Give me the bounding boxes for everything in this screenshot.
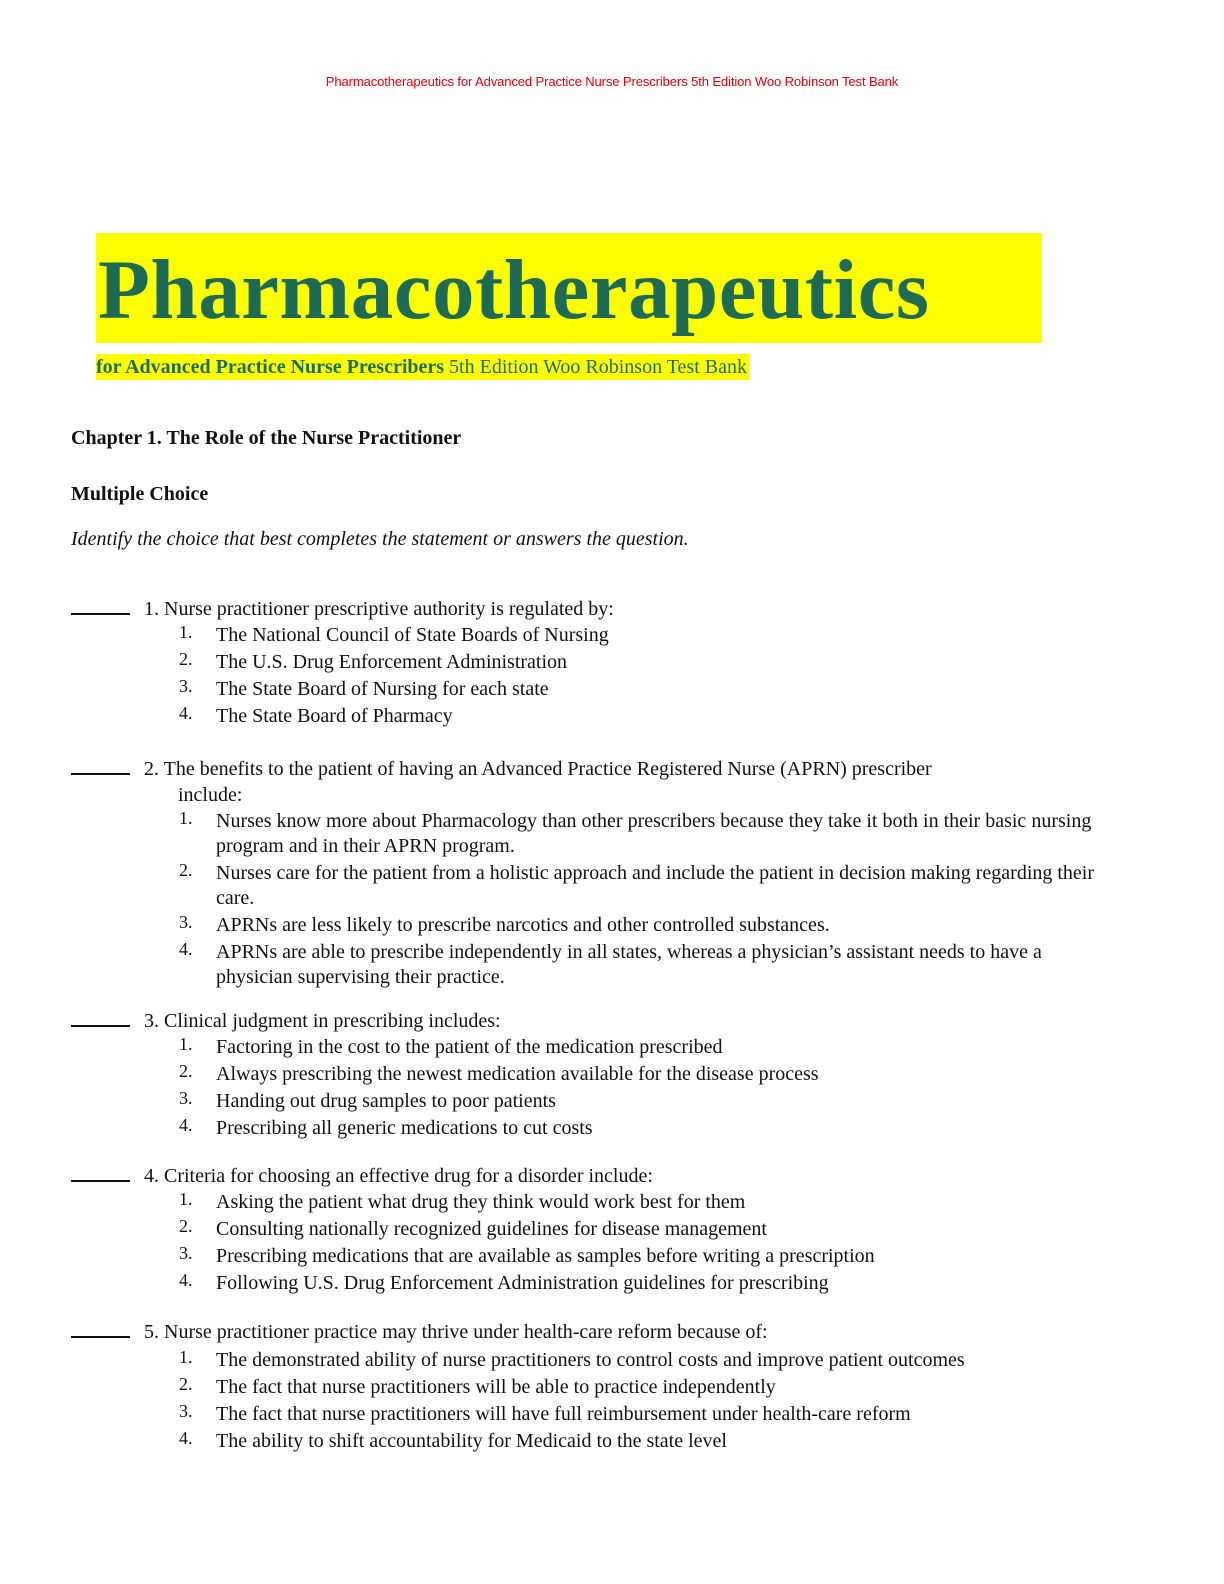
choice-number: 1. (179, 1347, 193, 1367)
choice-number: 1. (179, 1034, 193, 1054)
choice (179, 1402, 1099, 1427)
choice (179, 1190, 1099, 1215)
section-title: Multiple Choice (71, 483, 209, 505)
choice (179, 1271, 1099, 1296)
question-text: The benefits to the patient of having an Advanced Practice Registered Nurse (APRN) prescriber (163, 758, 932, 780)
question-number: 5. (144, 1321, 159, 1343)
question-number: 4. (144, 1165, 159, 1187)
choice-number: 3. (179, 1401, 193, 1421)
choice-number: 3. (179, 912, 193, 932)
choice-number: 3. (179, 1088, 193, 1108)
choice-number: 2. (179, 1374, 193, 1394)
running-header: Pharmacotherapeutics for Advanced Practice Nurse Prescribers 5th Edition Woo Robinson Test Bank (325, 74, 899, 89)
choice-number: 2. (179, 1061, 193, 1081)
choice-number: 1. (179, 1189, 193, 1209)
choice (179, 1217, 1099, 1242)
choice (179, 1348, 1099, 1373)
choice-text: The National Council of State Boards of Nursing (216, 624, 609, 646)
document-title: Pharmacotherapeutics (98, 243, 930, 337)
choice-text: The ability to shift accountability for Medicaid to the state level (216, 1430, 727, 1452)
question-text-continued: include: (178, 784, 243, 806)
answer-blank[interactable] (71, 773, 130, 775)
choice-number: 2. (179, 860, 193, 880)
choice-list (179, 623, 1099, 731)
choice (179, 1244, 1099, 1269)
choice-text: The fact that nurse practitioners will have full reimbursement under health-care reform (216, 1403, 911, 1425)
choice-number: 4. (179, 1270, 193, 1290)
chapter-title: Chapter 1. The Role of the Nurse Practitioner (71, 427, 462, 449)
choice-text: Prescribing all generic medications to cut costs (216, 1117, 593, 1139)
question-number: 2. (144, 758, 159, 780)
question-number: 1. (144, 598, 159, 620)
choice-number: 4. (179, 1115, 193, 1135)
choice (179, 704, 1099, 729)
choice-text: The fact that nurse practitioners will be able to practice independently (216, 1376, 776, 1398)
choice-list (179, 1190, 1099, 1298)
choice-text: The State Board of Pharmacy (216, 705, 453, 727)
choice-number: 3. (179, 1243, 193, 1263)
choice (179, 1116, 1099, 1141)
choice-text: Always prescribing the newest medication available for the disease process (216, 1063, 819, 1085)
choice (179, 650, 1099, 675)
choice-number: 1. (179, 808, 193, 828)
choice-list (179, 1035, 1099, 1143)
question-text: Nurse practitioner practice may thrive under health-care reform because of: (164, 1321, 768, 1343)
choice-text: The demonstrated ability of nurse practitioners to control costs and improve patient outcomes (216, 1349, 965, 1371)
choice-number: 2. (179, 649, 193, 669)
choice-number: 4. (179, 939, 193, 959)
choice-text: Prescribing medications that are available as samples before writing a prescription (216, 1245, 875, 1267)
choice (179, 677, 1099, 702)
choice-text: Following U.S. Drug Enforcement Administration guidelines for prescribing (216, 1272, 829, 1294)
subtitle-bold: for Advanced Practice Nurse Prescribers (96, 356, 445, 378)
choice-list (179, 809, 1099, 992)
question-stem (144, 756, 1184, 808)
choice-text: Consulting nationally recognized guidelines for disease management (216, 1218, 767, 1240)
choice (179, 623, 1099, 648)
choice (179, 1062, 1099, 1087)
question-text: Nurse practitioner prescriptive authority is regulated by: (164, 598, 614, 620)
choice (179, 913, 1099, 938)
choice (179, 1429, 1099, 1454)
choice-text: Asking the patient what drug they think would work best for them (216, 1191, 746, 1213)
question-stem (144, 1163, 1184, 1189)
question-text: Criteria for choosing an effective drug for a disorder include: (164, 1165, 653, 1187)
document-subtitle (96, 354, 749, 380)
choice-text: APRNs are able to prescribe independently in all states, whereas a physician’s assistant needs to have a physician supervising their practice. (216, 941, 1042, 988)
choice-text: Factoring in the cost to the patient of the medication prescribed (216, 1036, 723, 1058)
choice (179, 1035, 1099, 1060)
question-stem (144, 1008, 1184, 1034)
choice-text: Nurses know more about Pharmacology than other prescribers because they take it both in their basic nursing program and in their APRN program. (216, 810, 1092, 857)
answer-blank[interactable] (71, 1336, 130, 1338)
choice (179, 809, 1099, 859)
subtitle-regular: 5th Edition Woo Robinson Test Bank (444, 356, 747, 378)
question-text: Clinical judgment in prescribing includes: (164, 1010, 501, 1032)
choice-text: The State Board of Nursing for each state (216, 678, 549, 700)
choice (179, 940, 1099, 990)
answer-blank[interactable] (71, 613, 130, 615)
choice-number: 3. (179, 676, 193, 696)
answer-blank[interactable] (71, 1180, 130, 1182)
choice-text: Nurses care for the patient from a holistic approach and include the patient in decision making regarding their care. (216, 862, 1095, 909)
question-stem (144, 1319, 1184, 1345)
answer-blank[interactable] (71, 1025, 130, 1027)
choice-text: The U.S. Drug Enforcement Administration (216, 651, 568, 673)
question-stem (144, 596, 1184, 622)
choice (179, 1375, 1099, 1400)
choice-number: 1. (179, 622, 193, 642)
question-number: 3. (144, 1010, 159, 1032)
choice (179, 861, 1099, 911)
choice-list (179, 1348, 1099, 1456)
choice (179, 1089, 1099, 1114)
choice-text: APRNs are less likely to prescribe narcotics and other controlled substances. (216, 914, 830, 936)
choice-text: Handing out drug samples to poor patients (216, 1090, 556, 1112)
choice-number: 4. (179, 1428, 193, 1448)
choice-number: 4. (179, 703, 193, 723)
instructions: Identify the choice that best completes the statement or answers the question. (71, 528, 689, 550)
choice-number: 2. (179, 1216, 193, 1236)
